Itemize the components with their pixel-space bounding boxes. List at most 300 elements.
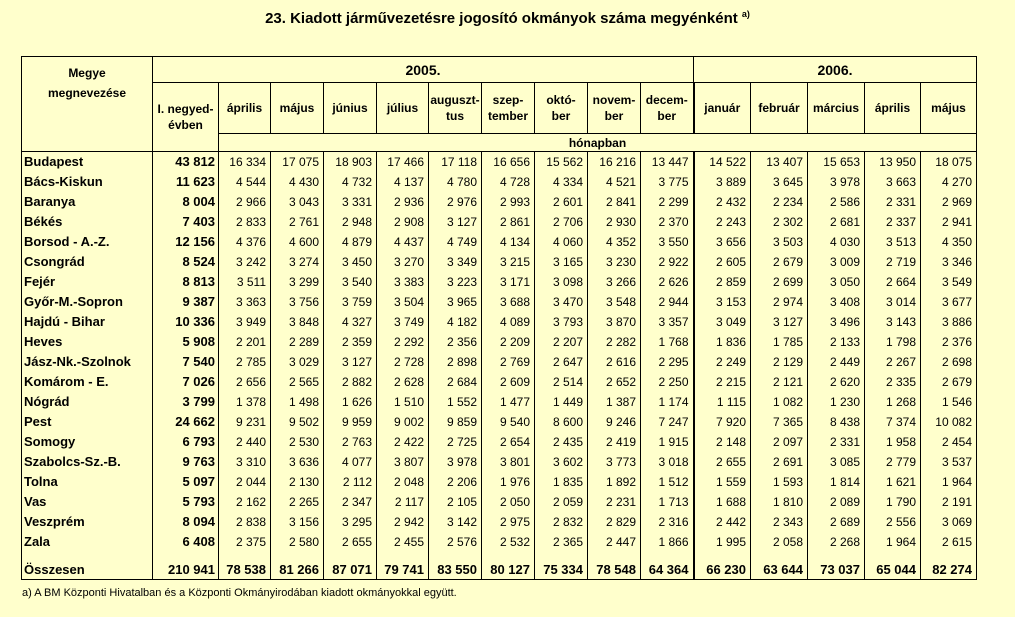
month-value: 2 089 (808, 492, 865, 512)
month-2006-header (808, 83, 865, 134)
month-value: 2 628 (377, 372, 429, 392)
month-value: 2 191 (921, 492, 977, 512)
month-value: 2 234 (751, 192, 808, 212)
month-value: 1 688 (694, 492, 751, 512)
month-value: 75 334 (535, 552, 588, 580)
county-name: Jász-Nk.-Szolnok (22, 352, 153, 372)
month-value: 2 356 (429, 332, 482, 352)
month-value: 2 576 (429, 532, 482, 552)
table-row (22, 392, 977, 412)
month-value: 1 512 (641, 472, 694, 492)
month-value: 3 773 (588, 452, 641, 472)
q1-header-line2: évben (168, 118, 203, 132)
table-row (22, 172, 977, 192)
month-value: 2 841 (588, 192, 641, 212)
county-name: Szabolcs-Sz.-B. (22, 452, 153, 472)
month-2006-header-line1: május (931, 101, 966, 115)
month-value: 2 829 (588, 512, 641, 532)
month-value: 4 327 (324, 312, 377, 332)
table-row (22, 512, 977, 532)
month-value: 1 593 (751, 472, 808, 492)
month-value: 3 978 (429, 452, 482, 472)
month-value: 2 719 (865, 252, 921, 272)
month-value: 2 455 (377, 532, 429, 552)
month-value: 73 037 (808, 552, 865, 580)
month-value: 2 689 (808, 512, 865, 532)
month-value: 2 556 (865, 512, 921, 532)
month-value: 1 798 (865, 332, 921, 352)
q1-value: 9 763 (153, 452, 219, 472)
month-value: 16 216 (588, 152, 641, 172)
month-value: 3 043 (271, 192, 324, 212)
month-value: 1 498 (271, 392, 324, 412)
month-value: 1 082 (751, 392, 808, 412)
year-2006-header: 2006. (694, 57, 977, 83)
month-2006-header (751, 83, 808, 134)
month-value: 1 387 (588, 392, 641, 412)
month-value: 3 949 (219, 312, 271, 332)
county-name: Borsod - A.-Z. (22, 232, 153, 252)
month-value: 1 510 (377, 392, 429, 412)
q1-value: 8 813 (153, 272, 219, 292)
footnote: a) A BM Központi Hivatalban és a Központi Okmányirodában kiadott okmányokkal együtt. (22, 587, 457, 599)
month-value: 3 688 (482, 292, 535, 312)
month-value: 2 370 (641, 212, 694, 232)
month-value: 2 779 (865, 452, 921, 472)
month-value: 1 768 (641, 332, 694, 352)
month-value: 2 769 (482, 352, 535, 372)
month-value: 3 127 (324, 352, 377, 372)
month-value: 3 848 (271, 312, 324, 332)
month-value: 2 058 (751, 532, 808, 552)
month-value: 1 552 (429, 392, 482, 412)
month-value: 2 684 (429, 372, 482, 392)
month-value: 4 376 (219, 232, 271, 252)
month-value: 2 679 (921, 372, 977, 392)
month-2005-header-line1: április (226, 101, 263, 115)
q1-value: 10 336 (153, 312, 219, 332)
month-2005-header (641, 83, 694, 134)
month-value: 1 378 (219, 392, 271, 412)
table-row (22, 332, 977, 352)
month-value: 14 522 (694, 152, 751, 172)
month-value: 2 376 (921, 332, 977, 352)
q1-value: 5 908 (153, 332, 219, 352)
month-value: 2 044 (219, 472, 271, 492)
month-value: 2 647 (535, 352, 588, 372)
month-value: 64 364 (641, 552, 694, 580)
month-value: 79 741 (377, 552, 429, 580)
month-value: 2 282 (588, 332, 641, 352)
table-title (0, 9, 1015, 27)
q1-value: 7 403 (153, 212, 219, 232)
county-name: Komárom - E. (22, 372, 153, 392)
county-name: Győr-M.-Sopron (22, 292, 153, 312)
q1-value: 3 799 (153, 392, 219, 412)
month-value: 3 274 (271, 252, 324, 272)
month-value: 2 117 (377, 492, 429, 512)
month-value: 2 243 (694, 212, 751, 232)
month-value: 2 532 (482, 532, 535, 552)
month-value: 2 699 (751, 272, 808, 292)
month-value: 16 656 (482, 152, 535, 172)
month-value: 4 728 (482, 172, 535, 192)
month-2005-header-line1: novem- (592, 93, 636, 107)
month-value: 2 097 (751, 432, 808, 452)
month-value: 3 602 (535, 452, 588, 472)
month-value: 1 836 (694, 332, 751, 352)
table-row (22, 492, 977, 512)
q1-value: 6 408 (153, 532, 219, 552)
month-value: 3 242 (219, 252, 271, 272)
month-value: 80 127 (482, 552, 535, 580)
month-value: 2 530 (271, 432, 324, 452)
month-value: 2 974 (751, 292, 808, 312)
month-value: 1 449 (535, 392, 588, 412)
month-value: 2 335 (865, 372, 921, 392)
month-2006-header-line1: április (874, 101, 911, 115)
month-value: 18 903 (324, 152, 377, 172)
month-value: 4 030 (808, 232, 865, 252)
month-value: 4 089 (482, 312, 535, 332)
county-name: Békés (22, 212, 153, 232)
month-value: 78 548 (588, 552, 641, 580)
month-value: 4 334 (535, 172, 588, 192)
table-row (22, 412, 977, 432)
month-value: 4 600 (271, 232, 324, 252)
month-value: 65 044 (865, 552, 921, 580)
month-2005-header-line1: július (386, 101, 419, 115)
county-name: Fejér (22, 272, 153, 292)
month-value: 3 870 (588, 312, 641, 332)
month-2005-header (271, 83, 324, 134)
month-value: 2 785 (219, 352, 271, 372)
month-value: 2 162 (219, 492, 271, 512)
county-name: Csongrád (22, 252, 153, 272)
month-value: 2 331 (808, 432, 865, 452)
month-value: 2 365 (535, 532, 588, 552)
month-2005-header-line1: június (332, 101, 368, 115)
month-2005-header-line2: tember (487, 109, 528, 123)
month-2005-header (535, 83, 588, 134)
month-2005-header-line1: decem- (645, 93, 688, 107)
month-value: 1 621 (865, 472, 921, 492)
month-2005-header (429, 83, 482, 134)
month-value: 2 691 (751, 452, 808, 472)
county-name: Nógrád (22, 392, 153, 412)
q1-value: 7 540 (153, 352, 219, 372)
month-value: 4 749 (429, 232, 482, 252)
month-value: 2 215 (694, 372, 751, 392)
month-value: 1 976 (482, 472, 535, 492)
month-2006-header (865, 83, 921, 134)
month-2005-header (588, 83, 641, 134)
month-value: 83 550 (429, 552, 482, 580)
month-2005-header (324, 83, 377, 134)
month-value: 2 419 (588, 432, 641, 452)
month-value: 2 435 (535, 432, 588, 452)
table-row (22, 292, 977, 312)
month-value: 4 544 (219, 172, 271, 192)
month-value: 2 440 (219, 432, 271, 452)
month-value: 16 334 (219, 152, 271, 172)
table-row (22, 352, 977, 372)
month-2005-header-line2: ber (604, 109, 624, 123)
total-label: Összesen (22, 552, 153, 580)
month-value: 3 550 (641, 232, 694, 252)
month-value: 2 601 (535, 192, 588, 212)
month-2005-header-line2: ber (657, 109, 677, 123)
month-value: 2 908 (377, 212, 429, 232)
month-value: 2 580 (271, 532, 324, 552)
month-value: 2 679 (751, 252, 808, 272)
month-value: 3 310 (219, 452, 271, 472)
county-header-line1: Megye (68, 66, 106, 80)
month-value: 82 274 (921, 552, 977, 580)
month-value: 4 437 (377, 232, 429, 252)
month-value: 3 143 (865, 312, 921, 332)
month-value: 3 029 (271, 352, 324, 372)
month-value: 4 270 (921, 172, 977, 192)
month-value: 4 780 (429, 172, 482, 192)
month-value: 3 299 (271, 272, 324, 292)
month-value: 1 892 (588, 472, 641, 492)
month-value: 2 422 (377, 432, 429, 452)
month-value: 2 454 (921, 432, 977, 452)
q1-value: 5 793 (153, 492, 219, 512)
month-value: 3 756 (271, 292, 324, 312)
month-value: 9 502 (271, 412, 324, 432)
month-value: 3 018 (641, 452, 694, 472)
month-value: 3 793 (535, 312, 588, 332)
month-value: 2 337 (865, 212, 921, 232)
month-value: 15 653 (808, 152, 865, 172)
data-table (21, 56, 977, 580)
q1-value: 12 156 (153, 232, 219, 252)
month-2005-header-line1: május (279, 101, 315, 115)
month-value: 1 866 (641, 532, 694, 552)
month-value: 3 656 (694, 232, 751, 252)
county-name: Vas (22, 492, 153, 512)
month-value: 2 616 (588, 352, 641, 372)
month-value: 2 882 (324, 372, 377, 392)
month-value: 2 250 (641, 372, 694, 392)
month-value: 17 466 (377, 152, 429, 172)
q1-value: 8 004 (153, 192, 219, 212)
month-value: 2 289 (271, 332, 324, 352)
table-row (22, 152, 977, 172)
month-value: 3 142 (429, 512, 482, 532)
month-value: 4 137 (377, 172, 429, 192)
month-value: 2 838 (219, 512, 271, 532)
county-name: Heves (22, 332, 153, 352)
month-value: 2 129 (751, 352, 808, 372)
month-value: 2 265 (271, 492, 324, 512)
month-value: 17 118 (429, 152, 482, 172)
table-row (22, 232, 977, 252)
county-header (22, 57, 153, 152)
month-value: 4 077 (324, 452, 377, 472)
month-value: 2 586 (808, 192, 865, 212)
month-value: 3 549 (921, 272, 977, 292)
month-value: 8 438 (808, 412, 865, 432)
month-value: 2 620 (808, 372, 865, 392)
month-value: 3 049 (694, 312, 751, 332)
q1-value: 5 097 (153, 472, 219, 492)
month-value: 1 790 (865, 492, 921, 512)
month-value: 2 728 (377, 352, 429, 372)
month-value: 3 775 (641, 172, 694, 192)
month-value: 3 165 (535, 252, 588, 272)
month-value: 2 654 (482, 432, 535, 452)
title-footnote-mark: a) (741, 9, 750, 19)
month-value: 2 295 (641, 352, 694, 372)
month-value: 3 383 (377, 272, 429, 292)
month-value: 2 626 (641, 272, 694, 292)
month-value: 2 969 (921, 192, 977, 212)
month-value: 4 352 (588, 232, 641, 252)
month-value: 2 514 (535, 372, 588, 392)
month-value: 3 014 (865, 292, 921, 312)
month-value: 3 537 (921, 452, 977, 472)
month-value: 2 975 (482, 512, 535, 532)
table-row (22, 472, 977, 492)
total-row (22, 552, 977, 580)
table-row (22, 532, 977, 552)
month-value: 3 050 (808, 272, 865, 292)
q1-value: 24 662 (153, 412, 219, 432)
month-value: 9 246 (588, 412, 641, 432)
month-value: 2 105 (429, 492, 482, 512)
month-value: 9 231 (219, 412, 271, 432)
q1-value: 210 941 (153, 552, 219, 580)
month-value: 1 810 (751, 492, 808, 512)
month-value: 3 807 (377, 452, 429, 472)
month-value: 7 374 (865, 412, 921, 432)
month-value: 2 605 (694, 252, 751, 272)
month-value: 2 698 (921, 352, 977, 372)
month-value: 3 230 (588, 252, 641, 272)
month-value: 3 127 (751, 312, 808, 332)
month-value: 2 609 (482, 372, 535, 392)
month-value: 3 663 (865, 172, 921, 192)
month-value: 1 995 (694, 532, 751, 552)
month-value: 66 230 (694, 552, 751, 580)
month-value: 1 964 (865, 532, 921, 552)
month-value: 3 295 (324, 512, 377, 532)
month-value: 3 548 (588, 292, 641, 312)
month-value: 9 002 (377, 412, 429, 432)
month-2005-header-line1: szep- (492, 93, 524, 107)
month-value: 3 503 (751, 232, 808, 252)
month-value: 4 350 (921, 232, 977, 252)
month-value: 3 801 (482, 452, 535, 472)
month-value: 4 182 (429, 312, 482, 332)
month-value: 3 513 (865, 232, 921, 252)
month-value: 2 615 (921, 532, 977, 552)
month-value: 7 247 (641, 412, 694, 432)
month-value: 2 442 (694, 512, 751, 532)
month-value: 1 626 (324, 392, 377, 412)
month-value: 4 060 (535, 232, 588, 252)
month-2006-header-line1: január (704, 101, 741, 115)
table-row (22, 272, 977, 292)
month-value: 1 785 (751, 332, 808, 352)
month-value: 3 749 (377, 312, 429, 332)
month-value: 2 375 (219, 532, 271, 552)
month-value: 1 713 (641, 492, 694, 512)
month-value: 2 359 (324, 332, 377, 352)
month-value: 3 965 (429, 292, 482, 312)
month-value: 7 365 (751, 412, 808, 432)
table-row (22, 212, 977, 232)
month-value: 1 230 (808, 392, 865, 412)
month-value: 1 546 (921, 392, 977, 412)
month-value: 1 915 (641, 432, 694, 452)
q1-value: 11 623 (153, 172, 219, 192)
month-value: 2 922 (641, 252, 694, 272)
month-value: 2 761 (271, 212, 324, 232)
month-value: 4 134 (482, 232, 535, 252)
month-value: 2 347 (324, 492, 377, 512)
month-value: 2 121 (751, 372, 808, 392)
q1-value: 7 026 (153, 372, 219, 392)
month-value: 9 959 (324, 412, 377, 432)
month-value: 2 664 (865, 272, 921, 292)
table-row (22, 372, 977, 392)
month-value: 2 565 (271, 372, 324, 392)
month-value: 9 540 (482, 412, 535, 432)
month-value: 1 958 (865, 432, 921, 452)
county-name: Hajdú - Bihar (22, 312, 153, 332)
month-value: 3 408 (808, 292, 865, 312)
month-value: 2 832 (535, 512, 588, 532)
table-row (22, 432, 977, 452)
month-value: 3 886 (921, 312, 977, 332)
month-value: 2 948 (324, 212, 377, 232)
month-value: 2 292 (377, 332, 429, 352)
month-value: 3 266 (588, 272, 641, 292)
month-2006-header-line1: március (812, 101, 860, 115)
year-2005-header: 2005. (153, 57, 694, 83)
q1-value: 9 387 (153, 292, 219, 312)
month-value: 3 889 (694, 172, 751, 192)
month-value: 3 127 (429, 212, 482, 232)
month-value: 2 449 (808, 352, 865, 372)
month-2005-header-line1: auguszt- (430, 93, 480, 107)
month-value: 2 148 (694, 432, 751, 452)
month-value: 3 171 (482, 272, 535, 292)
month-value: 1 268 (865, 392, 921, 412)
month-value: 2 302 (751, 212, 808, 232)
month-value: 3 540 (324, 272, 377, 292)
month-value: 81 266 (271, 552, 324, 580)
county-name: Baranya (22, 192, 153, 212)
month-value: 2 201 (219, 332, 271, 352)
month-value: 3 496 (808, 312, 865, 332)
month-value: 3 085 (808, 452, 865, 472)
month-2005-header (482, 83, 535, 134)
month-value: 2 655 (324, 532, 377, 552)
month-value: 3 677 (921, 292, 977, 312)
month-value: 13 447 (641, 152, 694, 172)
month-value: 2 859 (694, 272, 751, 292)
month-value: 17 075 (271, 152, 324, 172)
month-value: 8 600 (535, 412, 588, 432)
month-value: 3 153 (694, 292, 751, 312)
month-value: 3 331 (324, 192, 377, 212)
county-name: Pest (22, 412, 153, 432)
